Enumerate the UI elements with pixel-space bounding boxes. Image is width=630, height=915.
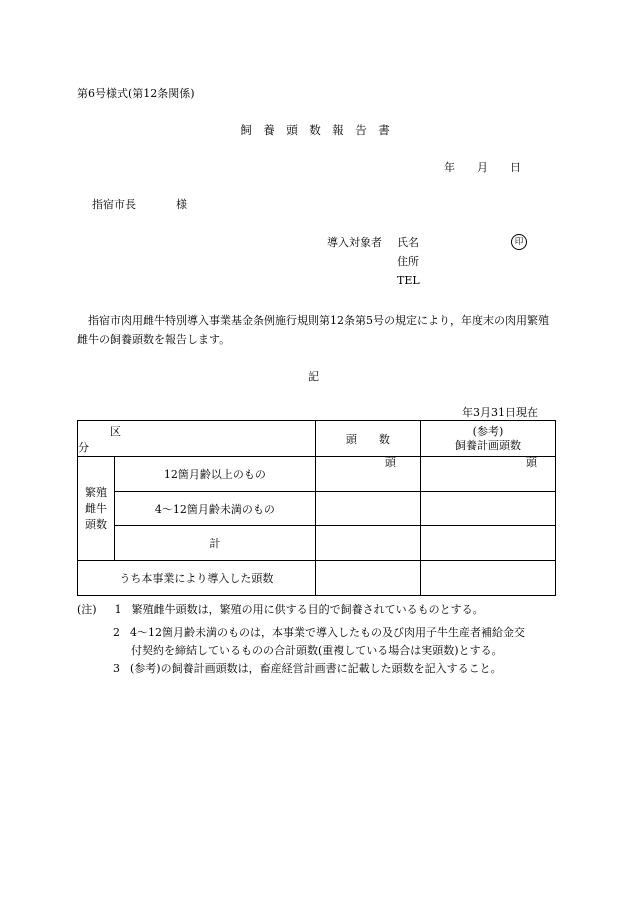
note-2-continuation: 付契約を締結しているものの合計頭数(重複している場合は実頭数)とする。 <box>131 644 503 657</box>
group-label-line: 繁殖 <box>84 485 107 499</box>
table-row <box>78 561 556 596</box>
submitter-address-label: 住所 <box>397 255 419 268</box>
headcount-table <box>77 420 556 596</box>
table-row <box>78 492 556 526</box>
group-label <box>78 457 115 561</box>
count-unit: 頭 <box>384 456 396 469</box>
note-text: (参考)の飼養計画頭数は，畜産経営計画書に記載した頭数を記入すること。 <box>130 662 502 675</box>
header-bun: 分 <box>78 440 89 454</box>
table-row <box>78 457 556 492</box>
note-number: 2 <box>113 626 120 639</box>
note-1 <box>77 604 484 615</box>
document-title: 飼 養 頭 数 報 告 書 <box>240 123 390 137</box>
ki-heading: 記 <box>308 370 319 383</box>
row-label: 計 <box>114 526 315 561</box>
plan-cell[interactable] <box>420 526 555 561</box>
seal-mark: 印 <box>511 234 527 250</box>
footer-row-label: うち本事業により導入した頭数 <box>78 561 316 596</box>
note-2 <box>113 627 525 638</box>
form-number: 第6号様式(第12条関係) <box>77 87 195 100</box>
group-label-line: 雌牛 <box>84 501 107 515</box>
note-number: 1 <box>114 603 122 616</box>
date-day: 日 <box>510 161 521 174</box>
as-of-date: 年3月31日現在 <box>462 406 538 419</box>
table-header-row <box>78 421 556 457</box>
plan-cell[interactable] <box>420 457 555 492</box>
count-cell[interactable] <box>315 492 420 526</box>
note-text: 繁殖雌牛頭数は，繁殖の用に供する目的で飼養されているものとする。 <box>131 603 484 616</box>
body-text: 指宿市肉用雌牛特別導入事業基金条例施行規則第12条第5号の規定により，年度末の肉用繁殖雌牛の飼養頭数を報告します。 <box>77 314 549 346</box>
count-cell[interactable] <box>315 457 420 492</box>
submitter-label: 導入対象者 <box>327 236 382 249</box>
row-label: 4～12箇月齢未満のもの <box>114 492 315 526</box>
header-count: 頭 数 <box>315 421 420 457</box>
count-cell[interactable] <box>315 561 420 596</box>
header-category <box>78 421 316 457</box>
note-number: 3 <box>113 662 120 675</box>
notes-prefix: (注) <box>77 603 97 616</box>
note-3 <box>113 663 502 674</box>
submitter-name-label: 氏名 <box>397 236 419 249</box>
count-cell[interactable] <box>315 526 420 561</box>
report-date <box>444 162 521 173</box>
plan-unit: 頭 <box>526 456 537 469</box>
plan-cell[interactable] <box>420 561 555 596</box>
plan-cell[interactable] <box>420 492 555 526</box>
addressee-name: 指宿市長 <box>92 198 136 211</box>
table-row <box>78 526 556 561</box>
note-text: 4～12箇月齢未満のものは，本事業で導入したもの及び肉用子牛生産者補給金交 <box>130 626 525 639</box>
addressee-suffix: 様 <box>176 198 187 211</box>
header-plan <box>420 421 555 457</box>
header-ku: 区 <box>110 424 121 438</box>
group-label-line: 頭数 <box>84 517 107 531</box>
addressee <box>92 199 187 210</box>
submitter-tel-label: TEL <box>397 274 420 287</box>
date-year: 年 <box>444 161 455 174</box>
header-plan-line2: 飼養計画頭数 <box>454 438 521 452</box>
header-plan-line1: (参考) <box>472 424 504 438</box>
row-label: 12箇月齢以上のもの <box>114 457 315 492</box>
date-month: 月 <box>477 161 488 174</box>
